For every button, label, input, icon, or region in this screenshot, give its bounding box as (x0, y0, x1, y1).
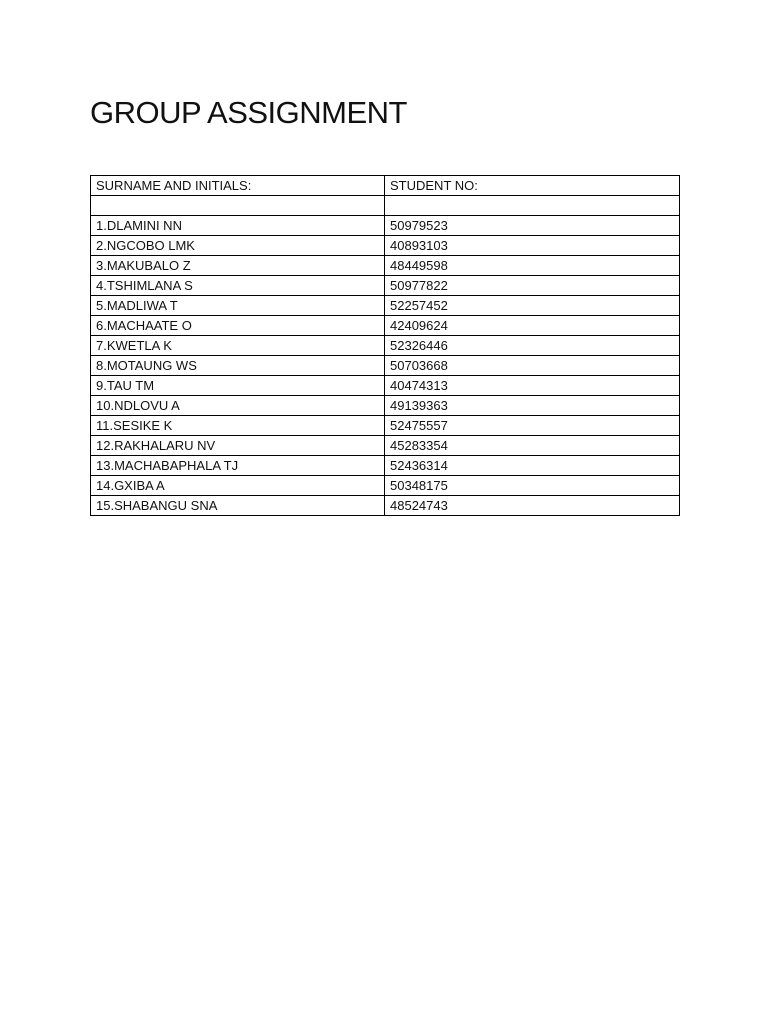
table-row (91, 316, 680, 336)
student-name-cell: 14.GXIBA A (91, 476, 385, 496)
table-row (91, 476, 680, 496)
student-name-cell: 10.NDLOVU A (91, 396, 385, 416)
student-number-cell: 50977822 (385, 276, 680, 296)
student-name-cell: 12.RAKHALARU NV (91, 436, 385, 456)
table-row (91, 416, 680, 436)
table-row (91, 216, 680, 236)
header-student-no: STUDENT NO: (385, 176, 680, 196)
table-row (91, 496, 680, 516)
student-number-cell: 50348175 (385, 476, 680, 496)
student-name-cell: 7.KWETLA K (91, 336, 385, 356)
student-number-cell: 45283354 (385, 436, 680, 456)
student-name-cell: 4.TSHIMLANA S (91, 276, 385, 296)
empty-cell (91, 196, 385, 216)
student-name-cell: 8.MOTAUNG WS (91, 356, 385, 376)
student-name-cell: 13.MACHABAPHALA TJ (91, 456, 385, 476)
table-row (91, 376, 680, 396)
student-name-cell: 3.MAKUBALO Z (91, 256, 385, 276)
table-row (91, 276, 680, 296)
student-name-cell: 6.MACHAATE O (91, 316, 385, 336)
student-number-cell: 40893103 (385, 236, 680, 256)
empty-cell (385, 196, 680, 216)
table-row (91, 396, 680, 416)
table-row (91, 236, 680, 256)
student-number-cell: 42409624 (385, 316, 680, 336)
student-name-cell: 2.NGCOBO LMK (91, 236, 385, 256)
student-name-cell: 1.DLAMINI NN (91, 216, 385, 236)
roster-table-body (91, 176, 680, 516)
student-number-cell: 40474313 (385, 376, 680, 396)
student-roster-table (90, 175, 680, 516)
student-number-cell: 52257452 (385, 296, 680, 316)
table-empty-row (91, 196, 680, 216)
student-name-cell: 11.SESIKE K (91, 416, 385, 436)
header-surname-initials: SURNAME AND INITIALS: (91, 176, 385, 196)
student-number-cell: 48524743 (385, 496, 680, 516)
student-number-cell: 52475557 (385, 416, 680, 436)
table-row (91, 296, 680, 316)
student-name-cell: 15.SHABANGU SNA (91, 496, 385, 516)
student-number-cell: 52326446 (385, 336, 680, 356)
student-number-cell: 50979523 (385, 216, 680, 236)
table-row (91, 256, 680, 276)
table-row (91, 356, 680, 376)
student-name-cell: 5.MADLIWA T (91, 296, 385, 316)
table-row (91, 456, 680, 476)
student-number-cell: 48449598 (385, 256, 680, 276)
student-name-cell: 9.TAU TM (91, 376, 385, 396)
student-number-cell: 49139363 (385, 396, 680, 416)
table-row (91, 436, 680, 456)
table-row (91, 336, 680, 356)
student-number-cell: 50703668 (385, 356, 680, 376)
student-number-cell: 52436314 (385, 456, 680, 476)
page-title: GROUP ASSIGNMENT (90, 95, 407, 130)
table-header-row (91, 176, 680, 196)
